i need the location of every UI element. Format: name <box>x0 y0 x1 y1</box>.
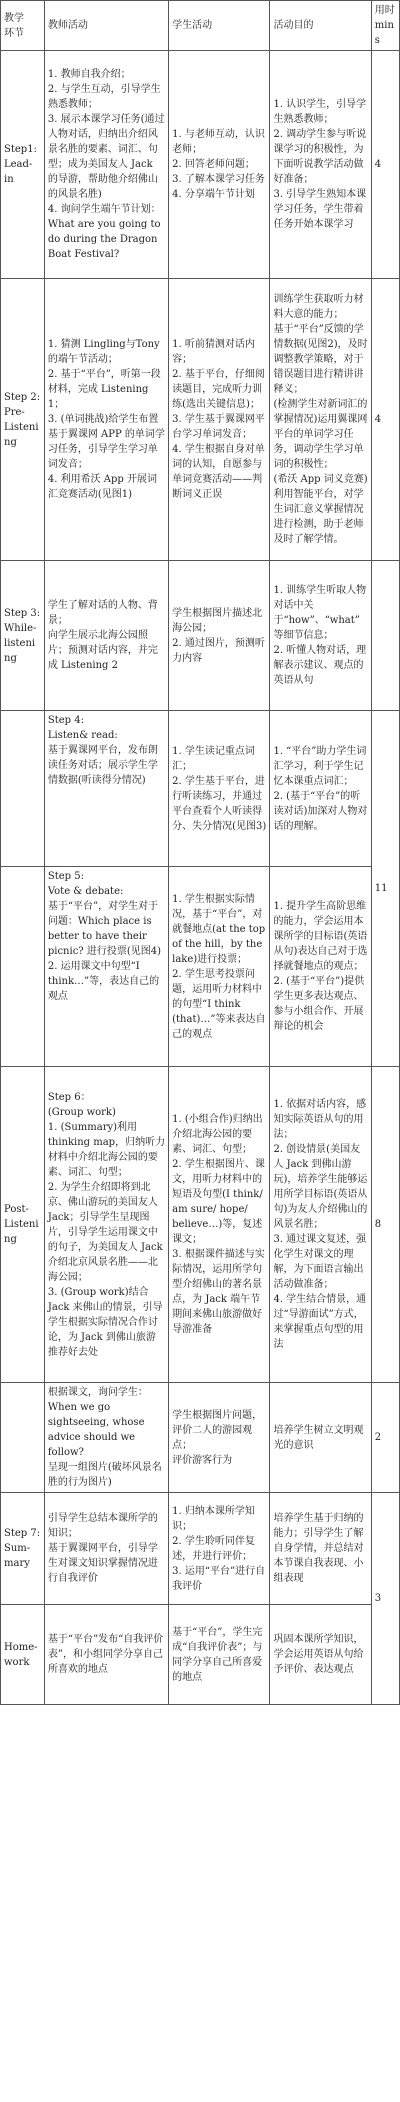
table-row <box>1 711 400 867</box>
goal-cell: 1. 训练学生听取人物对话中关于“how”、“what”等细节信息； 2. 听懂人物对话，理解表示建议、观点的英语从句 <box>270 561 371 711</box>
student-cell: 1. 归纳本课所学知识； 2. 学生聆听同伴复述，并进行评价； 3. 运用“平台”进行自我评价 <box>169 1493 270 1605</box>
student-cell: 学生根据图片问题，评价二人的游园观点； 评价游客行为 <box>169 1383 270 1493</box>
table-row <box>1 1493 400 1605</box>
teacher-cell: 基于“平台”发布“自我评价表”，和小组同学分享自己所喜欢的地点 <box>44 1605 168 1705</box>
time-cell: 3 <box>371 1493 399 1705</box>
step-cell <box>1 867 45 1067</box>
table-row <box>1 561 400 711</box>
table-row <box>1 1605 400 1705</box>
step-cell: Post- Listening <box>1 1067 45 1383</box>
teacher-cell: 1. 猜测 Lingling与Tony 的端午节活动； 2. 基于“平台”，听第一段材料，完成 Listening 1； 3. (单词挑战)给学生布置基于翼课网 APP 的单词学习任务，引导学生学习单词发音； 4. 利用希沃 App 开展词汇竞赛活动(见图1) <box>44 279 168 561</box>
goal-cell: 1. “平台”助力学生词汇学习，利于学生记忆本课重点词汇； 2. (基于“平台”的听读对话)加深对人物对话的理解。 <box>270 711 371 867</box>
header-goal: 活动目的 <box>270 1 371 51</box>
student-cell: 基于“平台”，学生完成“自我评价表”；与同学分享自己所喜爱的地点 <box>169 1605 270 1705</box>
header-time: 用时 mins <box>371 1 399 51</box>
goal-cell: 1. 依据对话内容，感知实际英语从句的用法； 2. 创设情景(美国友人 Jack 到佛山游玩)，培养学生能够运用所学目标语(英语从句)为友人介绍佛山的风景名胜； 3. 通过课文复述，强化学生对课文的理解，为下面语言输出活动做准备； 4. 学生结合情景，通过“导游面试”方式，来掌握重点句型的用法 <box>270 1067 371 1383</box>
step-cell: Step 2: Pre- Listening <box>1 279 45 561</box>
time-cell: 4 <box>371 279 399 561</box>
goal-cell: 1. 认识学生，引导学生熟悉教师； 2. 调动学生参与听说课学习的积极性，为下面听说教学活动做好准备； 3. 引导学生熟知本课学习任务，学生带着任务开始本课学习 <box>270 51 371 279</box>
time-cell: 4 <box>371 51 399 279</box>
student-cell: 学生根据图片描述北海公园； 2. 通过图片，预测听力内容 <box>169 561 270 711</box>
teacher-cell: 引导学生总结本课所学的知识； 基于翼课网平台，引导学生对课文知识掌握情况进行自我评价 <box>44 1493 168 1605</box>
step-cell: Step1: Lead-in <box>1 51 45 279</box>
table-row <box>1 1067 400 1383</box>
step-cell: Step 7: Sum- mary <box>1 1493 45 1605</box>
goal-cell: 培养学生基于归纳的能力；引导学生了解自身学情，并总结对本节课自我表现、小组表现 <box>270 1493 371 1605</box>
student-cell: 1. 学生读记重点词汇； 2. 学生基于平台，进行听读练习，并通过平台查看个人听读得分、失分情况(见图3) <box>169 711 270 867</box>
table-row <box>1 279 400 561</box>
student-cell: 1. 听前猜测对话内容； 2. 基于平台，仔细阅读题目，完成听力训练(选出关键信息)； 3. 学生基于翼课网平台学习单词发音； 4. 学生根据自身对单词的认知，自愿参与单词竞赛活动——判断词义正误 <box>169 279 270 561</box>
teacher-cell: Step 6： (Group work) 1. (Summary)利用 thinking map，归纳听力材料中介绍北海公园的要素、词汇、句型； 2. 为学生介绍即将到北京、佛山游玩的美国友人 Jack；引导学生呈现图片，引导学生运用课文中的句子，为美国友人 Jack 介绍北京风景名胜——北海公园； 3. (Group work)结合 Jack 来佛山的情景，引导学生根据实际情况合作讨论，为 Jack 到佛山旅游推荐好去处 <box>44 1067 168 1383</box>
step-cell <box>1 711 45 867</box>
teacher-cell: Step 5: Vote & debate: 基于“平台”，对学生对于问题：Which place is better to have their picnic? 进行投票(见图4) 2. 运用课文中句型“I think…”等，表达自己的观点 <box>44 867 168 1067</box>
time-cell: 2 <box>371 1383 399 1493</box>
header-teacher: 教师活动 <box>44 1 168 51</box>
time-cell: 8 <box>371 1067 399 1383</box>
step-cell: Home- work <box>1 1605 45 1705</box>
step-cell: Step 3: While- listening <box>1 561 45 711</box>
table-header-row <box>1 1 400 51</box>
student-cell: 1. 学生根据实际情况，基于“平台”，对就餐地点(at the top of the hill，by the lake)进行投票； 2. 学生思考投票问题，运用听力材料中的句型“I think (that)…”等来表达自己的观点 <box>169 867 270 1067</box>
teacher-cell: 根据课文，询问学生：When we go sightseeing, whose advice should we follow? 呈现一组图片(破坏风景名胜的行为图片) <box>44 1383 168 1493</box>
time-cell: 11 <box>371 711 399 1067</box>
header-step: 教学 环节 <box>1 1 45 51</box>
table-row <box>1 51 400 279</box>
table-row <box>1 1383 400 1493</box>
goal-cell: 1. 提升学生高阶思维的能力，学会运用本课所学的目标语(英语从句)表达自己对于选择就餐地点的观点； 2. (基于“平台”)提供学生更多表达观点、参与小组合作、开展辩论的机会 <box>270 867 371 1067</box>
header-student: 学生活动 <box>169 1 270 51</box>
student-cell: 1. (小组合作)归纳出介绍北海公园的要素、词汇、句型； 2. 学生根据图片、课文，用听力材料中的短语及句型(I think/ am sure/ hope/ believe…)等，复述课文； 3. 根据课件描述与实际情况，运用所学句型介绍佛山的著名景点，为 Jack 端午节期间来佛山旅游做好导游准备 <box>169 1067 270 1383</box>
step-cell <box>1 1383 45 1493</box>
teacher-cell: Step 4: Listen& read: 基于翼课网平台，发布朗读任务对话；展示学生学情数据(听读得分情况) <box>44 711 168 867</box>
table-row <box>1 867 400 1067</box>
goal-cell: 培养学生树立文明观光的意识 <box>270 1383 371 1493</box>
time-cell <box>371 561 399 711</box>
goal-cell: 训练学生获取听力材料大意的能力； 基于“平台”反馈的学情数据(见图2)，及时调整教学策略，对于错误题目进行精讲讲释义； (检测学生对新词汇的掌握情况)运用翼课网平台的单词学习任务，调动学生学习单词的积极性； (希沃 App 词义竞赛)利用智能平台，对学生词汇意义掌握情况进行检测，助于老师及时了解学情。 <box>270 279 371 561</box>
student-cell: 1. 与老师互动，认识老师； 2. 回答老师问题； 3. 了解本课学习任务 4. 分享端午节计划 <box>169 51 270 279</box>
teacher-cell: 1. 教师自我介绍； 2. 与学生互动，引导学生熟悉教师； 3. 展示本课学习任务(通过人物对话，归纳出介绍风景名胜的要素、词汇、句型；成为美国友人 Jack 的导游，帮助他介绍佛山的风景名胜) 4. 询问学生端午节计划：What are you going to do during the Dragon Boat Festival? <box>44 51 168 279</box>
teacher-cell: 学生了解对话的人物、背景； 向学生展示北海公园照片；预测对话内容，并完成 Listening 2 <box>44 561 168 711</box>
goal-cell: 巩固本课所学知识，学会运用英语从句给予评价、表达观点 <box>270 1605 371 1705</box>
